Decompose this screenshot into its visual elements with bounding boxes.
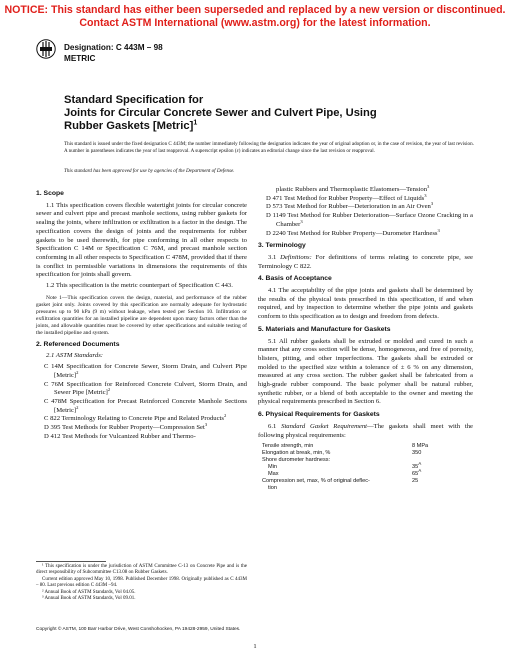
- reference-text: D 471 Test Method for Rubber Property—Effect of Liquids: [266, 194, 425, 202]
- property-label: Shore durometer hardness:: [262, 457, 331, 464]
- refs-list-left: [36, 363, 247, 441]
- designation-block: [64, 42, 163, 64]
- physical-text: —The gaskets shall meet with the following physical requirements:: [258, 422, 473, 439]
- scope-heading: 1. Scope: [36, 190, 64, 197]
- reference-item: [36, 398, 247, 415]
- property-row: [258, 450, 473, 457]
- footnote-1b: Current edition approved May 10, 1998. Published December 1998. Originally published as C 443M – 80. Last previous edition C 443M –94.: [36, 576, 247, 589]
- reference-footnote-mark: 3: [430, 201, 434, 207]
- reference-item: [36, 363, 247, 380]
- physical-para: [258, 423, 473, 440]
- reference-text: plastic Rubbers and Thermoplastic Elastomers—Tension: [276, 186, 428, 193]
- supersession-notice: [0, 4, 510, 30]
- reference-text: D 573 Test Method for Rubber—Deterioration in an Air Oven: [266, 203, 431, 211]
- reference-text: C 478M Specification for Precast Reinforced Concrete Manhole Sections [Metric]: [44, 397, 247, 414]
- property-value: 8 MPa: [412, 443, 429, 450]
- title-line-2: Joints for Circular Concrete Sewer and Culvert Pipe, Using: [64, 107, 377, 119]
- title-line-3: [64, 120, 484, 133]
- designation: Designation: C 443M – 98: [64, 43, 163, 52]
- refs-heading: 2. Referenced Documents: [36, 340, 120, 348]
- reference-text: D 412 Test Methods for Vulcanized Rubber and Thermo-: [44, 432, 196, 440]
- title-line-3-text: Rubber Gaskets [Metric]: [64, 120, 194, 132]
- scope-para-2: 1.2 This specification is the metric counterpart of Specification C 443.: [46, 282, 233, 290]
- property-label: Compression set, max, % of original deflec-: [262, 478, 370, 485]
- left-column: [36, 186, 247, 441]
- footnote-1: ¹ This specification is under the jurisdiction of ASTM Committee C-13 on Concrete Pipe and is the direct responsibility of Subcommittee C13.08 on Rubber Gaskets.: [36, 564, 247, 576]
- reference-text: C 822 Terminology Relating to Concrete Pipe and Related Products: [44, 415, 224, 423]
- refs-subheading-text: 2.1 ASTM Standards:: [46, 352, 104, 360]
- materials-para: 5.1 All rubber gaskets shall be extruded or molded and cured in such a manner that any cross section will be dense, homogeneous, and free of porosity, blisters, pitting, and other imperfections. The gaskets shall be extruded or molded to the specified size within a tolerance of ± 6 % on any dimension, measured at any cross section. The rubber gasket shall be fabricated from a high-grade rubber compound. The basic polymer shall be natural rubber, synthetic rubber, or a blend of both acceptable to the owner and meeting the physical requirements prescribed in Section 6.: [258, 337, 473, 406]
- property-row: [258, 443, 473, 450]
- property-row: [258, 478, 473, 485]
- issue-note: This standard is issued under the fixed designation C 443M; the number immediately following the designation indicates the year of original adoption or, in the case of revision, the year of last revision. A number in parentheses indicates the year of last reapproval. A superscript epsilon (ε) indicates an editorial change since the last revision or reapproval.: [64, 141, 474, 154]
- reference-footnote-mark: 3: [427, 183, 430, 189]
- title-line-1: Standard Specification for: [64, 94, 204, 106]
- reference-text: C 76M Specification for Reinforced Concrete Culvert, Storm Drain, and Sewer Pipe [Metric]: [44, 380, 247, 397]
- terminology-italic: Definitions:: [280, 253, 312, 261]
- reference-item: [258, 212, 473, 229]
- property-value: 65: [412, 471, 419, 478]
- title-footnote-mark: 1: [193, 119, 198, 127]
- footnotes: [36, 564, 247, 602]
- physical-italic: Standard Gasket Requirement: [281, 422, 367, 430]
- property-row: [258, 457, 473, 464]
- acceptance-heading: 4. Basis of Acceptance: [258, 275, 332, 283]
- terminology-label: 3.1: [268, 253, 281, 261]
- physical-label: 6.1: [268, 422, 282, 430]
- reference-text: D 1149 Test Method for Rubber Deterioration—Surface Ozone Cracking in a Chamber: [266, 212, 473, 228]
- property-label: tion: [268, 485, 278, 492]
- acceptance-para: 4.1 The acceptability of the pipe joints and gaskets shall be determined by the results of the physical tests prescribed in this specification, if and when required, and by inspection to determine whether the pipe joints and gaskets conform to this specification as to design and freedom from defects.: [258, 287, 473, 321]
- property-label: Min: [268, 464, 278, 471]
- reference-footnote-mark: 2: [76, 369, 79, 375]
- document-title: [64, 94, 484, 133]
- reference-footnote-mark: 3: [300, 218, 303, 224]
- reference-item: [36, 381, 247, 398]
- reference-text: D 2240 Test Method for Rubber Property—Durometer Hardness: [266, 229, 438, 237]
- terminology-heading: 3. Terminology: [258, 242, 306, 250]
- reference-footnote-mark: 3: [204, 421, 208, 427]
- reference-footnote-mark: 2: [76, 404, 79, 410]
- footnote-separator: [36, 561, 106, 562]
- property-value: 25: [412, 478, 419, 485]
- notice-line-1: NOTICE: This standard has either been superseded and replaced by a new version or discontinued.: [4, 4, 506, 16]
- reference-footnote-mark: 3: [437, 227, 440, 233]
- footnote-2: ² Annual Book of ASTM Standards, Vol 04.05.: [42, 589, 136, 595]
- right-column: [258, 183, 473, 492]
- scope-note: Note 1—This specification covers the design, material, and performance of the rubber gasket joint only. Joints covered by this specification are normally adequate for hydrostatic pressures up to 90 kPa (9 m) without leakage, when tested per Section 10. Infiltration or exfiltration quantities for an installed pipeline are dependent upon many factors other than the joints, and allowable quantities must be covered by other specifications and suitable testing of the installed pipeline and system.: [36, 294, 247, 336]
- page-number: 1: [253, 643, 257, 650]
- refs-subheading: [36, 352, 247, 361]
- approval-note: This standard has been approved for use by agencies of the Department of Defense.: [64, 168, 235, 174]
- property-label: Max: [268, 471, 279, 478]
- terminology-text: For definitions of terms relating to concrete pipe, see Terminology C 822.: [258, 253, 473, 270]
- reference-footnote-mark: 3: [424, 192, 427, 198]
- notice-line-2: Contact ASTM International (www.astm.org) for the latest information.: [79, 17, 431, 29]
- property-footnote-mark: A: [418, 468, 422, 474]
- physical-heading: 6. Physical Requirements for Gaskets: [258, 411, 380, 419]
- terminology-para: [258, 254, 473, 271]
- property-row: [258, 468, 473, 478]
- property-value: 35: [412, 464, 419, 471]
- property-value: 350: [412, 450, 422, 457]
- reference-item: [36, 415, 247, 424]
- reference-footnote-mark: 2: [107, 387, 111, 393]
- property-footnote-mark: A: [418, 461, 422, 467]
- reference-text: D 395 Test Methods for Rubber Property—Compression Set: [44, 424, 205, 432]
- property-label: Elongation at break, min, %: [262, 450, 331, 457]
- property-table: [258, 443, 473, 492]
- reference-footnote-mark: 2: [223, 413, 227, 419]
- reference-item: [258, 227, 473, 239]
- copyright: Copyright © ASTM, 100 Barr Harbor Drive, West Conshohocken, PA 19428-2959, United States.: [36, 627, 241, 632]
- refs-list-right: [258, 183, 473, 238]
- scope-para-1: 1.1 This specification covers flexible watertight joints for circular concrete sewer and culvert pipe and precast manhole sections, using rubber gaskets for sealing the joints, where infiltration or exfiltration is a factor in the design. The specification covers the design of joints and the requirements for rubber gaskets to be used therewith, for pipe conforming in all other respects to Specification C 14M or Specification C 76M, and precast manhole section conforming in all other respects to Specification C 478M, provided that if there is conflict in permissible variations in dimensions the requirements of this specification for joints shall govern.: [36, 201, 247, 279]
- materials-heading: 5. Materials and Manufacture for Gaskets: [258, 325, 391, 333]
- metric-label: METRIC: [64, 54, 96, 63]
- property-row: [258, 461, 473, 471]
- footnote-3: ³ Annual Book of ASTM Standards, Vol 09.01.: [42, 596, 136, 602]
- reference-item: [258, 203, 473, 212]
- reference-item: [36, 421, 247, 433]
- astm-logo-icon: [36, 38, 56, 60]
- reference-item: [36, 433, 247, 442]
- reference-text: C 14M Specification for Concrete Sewer, Storm Drain, and Culvert Pipe [Metric]: [44, 363, 247, 379]
- property-label: Tensile strength, min: [262, 443, 314, 450]
- property-row: [258, 485, 473, 492]
